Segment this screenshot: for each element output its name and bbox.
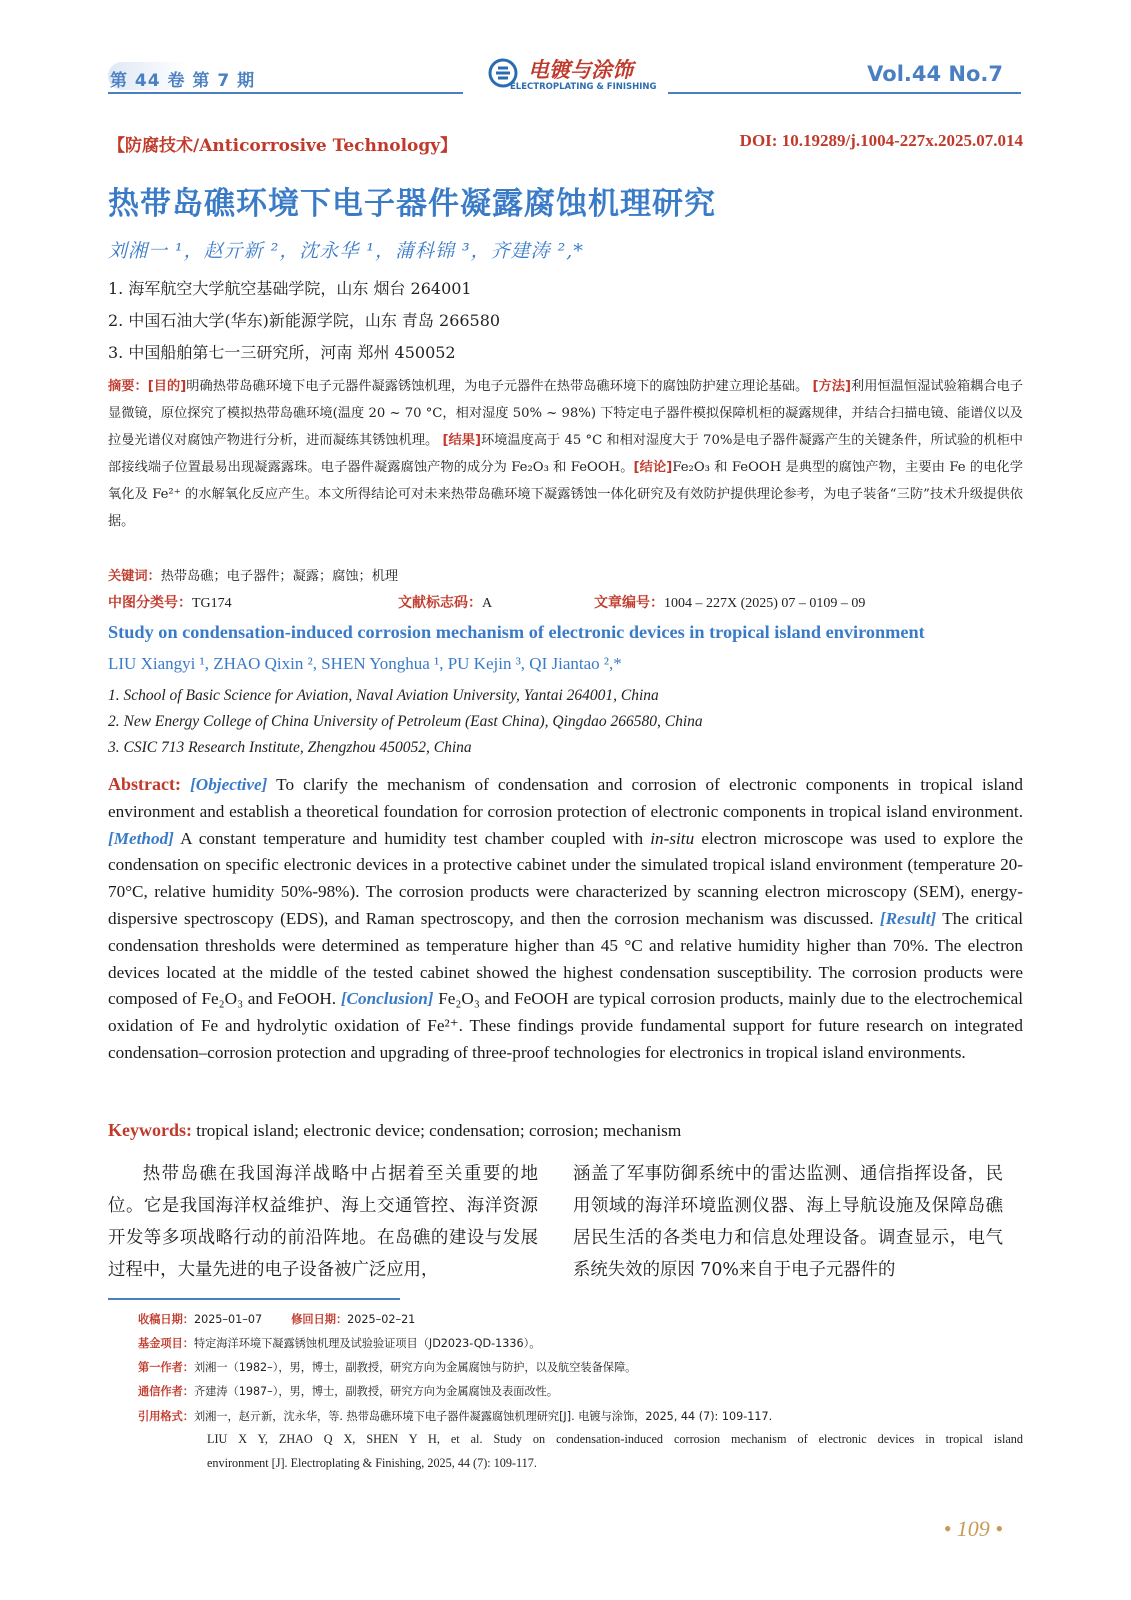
received-label: 收稿日期：: [138, 1313, 194, 1326]
footnote-corresponding: [138, 1383, 558, 1399]
abstract-cn-objective: 明确热带岛礁环境下电子元器件凝露锈蚀机理，为电子元器件在热带岛礁环境下的腐蚀防护建立理论基础。: [186, 379, 809, 394]
clc: [108, 592, 232, 612]
abstract-cn-result-tag: [结果]: [442, 433, 481, 448]
abstract-en-conclusion: Fe₂O₃ and FeOOH are typical corrosion products, mainly due to the electrochemical oxidation of Fe and hydrolytic oxidation of Fe²⁺. These findings provide fundamental support for future research on integrated condensation–corrosion protection and upgrading of three-proof technologies for electronics in tropical island environments.: [108, 989, 1024, 1062]
section-label: 【防腐技术/Anticorrosive Technology】: [108, 136, 458, 156]
keywords-en-text: tropical island; electronic device; condensation; corrosion; mechanism: [196, 1121, 682, 1140]
affiliation-cn-1: 1. 海军航空大学航空基础学院，山东 烟台 264001: [108, 279, 472, 298]
abstract-cn-label: 摘要：: [108, 379, 148, 394]
received-date: 2025–01–07: [193, 1313, 263, 1326]
journal-logo: [488, 54, 658, 96]
abstract-en-method-a: A constant temperature and humidity test chamber coupled with: [180, 828, 644, 848]
abstract-en-result: The critical condensation thresholds were determined as temperature higher than 45 °C and relative humidity higher than 70%. The electron devices located at the middle of the tested cabinet showed the highest condensation susceptibility. The corrosion products were composed of Fe₂O₃ and FeOOH.: [108, 908, 1023, 1009]
keywords-cn-label: 关键词：: [108, 569, 161, 584]
keywords-en: [108, 1120, 681, 1141]
abstract-cn-method: 利用恒温恒湿试验箱耦合电子显微镜，原位探究了模拟热带岛礁环境(温度 20 ~ 70 °C，相对湿度 50% ~ 98%) 下特定电子器件模拟保障机柜的凝露规律，并结合扫描电镜、能谱仪以及拉曼光谱仪对腐蚀产物进行分析，进而凝练其锈蚀机理。: [108, 379, 1024, 448]
clc-label: 中图分类号：: [108, 595, 192, 611]
doc-code: [398, 592, 492, 612]
journal-logo-en: ELECTROPLATING & FINISHING: [510, 82, 657, 92]
abstract-cn: [108, 373, 1023, 535]
article-id-value: 1004 – 227X (2025) 07 – 0109 – 09: [664, 596, 866, 611]
footnote-citation: [138, 1408, 772, 1424]
affiliation-en-1: 1. School of Basic Science for Aviation, Naval Aviation University, Yantai 264001, China: [108, 687, 659, 704]
footnote-dates: [138, 1311, 415, 1327]
abstract-en-method-b: electron microscope was used to explore the condensation on specific electronic devices in a protective cabinet under the simulated tropical island environment (temperature 20-70°C, relative humidity 50%-98%). The corrosion products were characterized by scanning electron microscopy (SEM), energy-dispersive spectroscopy (EDS), and Raman spectroscopy, and then the corrosion mechanism was discussed.: [108, 828, 1024, 928]
abstract-en-label: Abstract:: [108, 774, 181, 794]
header-volume-cn: 第 44 卷 第 7 期: [110, 71, 256, 91]
abstract-cn-result: 环境温度高于 45 °C 和相对湿度大于 70%是电子器件凝露产生的关键条件，所试验的机柜中部接线端子位置最易出现凝露露珠。电子器件凝露腐蚀产物的成分为 Fe₂O₃ 和 FeOOH。: [108, 433, 1023, 475]
citation-en-line-2: environment [J]. Electroplating & Finishing, 2025, 44 (7): 109-117.: [207, 1456, 537, 1470]
doi: DOI: 10.19289/j.1004-227x.2025.07.014: [739, 131, 1023, 150]
header-rule-right: [668, 92, 1021, 94]
abstract-en-objective-tag: [Objective]: [190, 775, 268, 794]
footnote-first-author: [138, 1359, 636, 1375]
first-author-text: 刘湘一（1982–），男，博士，副教授，研究方向为金属腐蚀与防护，以及航空装备保障。: [193, 1361, 637, 1374]
footnote-rule: [108, 1298, 400, 1300]
abstract-en-objective: To clarify the mechanism of condensation and corrosion of electronic components in tropical island environment and establish a theoretical foundation for corrosion protection of electronic components in tropical island environment.: [108, 775, 1024, 821]
corresponding-label: 通信作者：: [138, 1385, 194, 1398]
fund-text: 特定海洋环境下凝露锈蚀机理及试验验证项目（JD2023-QD-1336）。: [193, 1337, 541, 1350]
keywords-cn-text: 热带岛礁；电子器件；凝露；腐蚀；机理: [160, 569, 399, 584]
keywords-en-label: Keywords:: [108, 1120, 192, 1140]
abstract-en-method-tag: [Method]: [108, 828, 174, 848]
abstract-cn-objective-tag: [目的]: [147, 379, 187, 394]
abstract-en-result-tag: [Result]: [879, 908, 937, 928]
abstract-cn-method-tag: [方法]: [812, 379, 851, 394]
doc-code-value: A: [482, 596, 493, 611]
title-en: Study on condensation-induced corrosion mechanism of electronic devices in tropical island environment: [108, 622, 925, 642]
header-rule-left: [108, 92, 463, 94]
abstract-en-method-insitu: in-situ: [650, 828, 695, 848]
body-column-1: 热带岛礁在我国海洋战略中占据着至关重要的地位。它是我国海洋权益维护、海上交通管控、海洋资源开发等多项战略行动的前沿阵地。在岛礁的建设与发展过程中，大量先进的电子设备被广泛应用，: [108, 1164, 538, 1280]
citation-en-line-1: LIU X Y, ZHAO Q X, SHEN Y H, et al. Study on condensation-induced corrosion mechanism of electronic devices in tropical island: [207, 1432, 1023, 1446]
affiliation-cn-3: 3. 中国船舶第七一三研究所，河南 郑州 450052: [108, 343, 456, 362]
body-column-2: 涵盖了军事防御系统中的雷达监测、通信指挥设备，民用领域的海洋环境监测仪器、海上导航设施及保障岛礁居民生活的各类电力和信息处理设备。调查显示，电气系统失效的原因 70%来自于电子元器件的: [573, 1164, 1003, 1280]
authors-en: LIU Xiangyi ¹, ZHAO Qixin ², SHEN Yonghua ¹, PU Kejin ³, QI Jiantao ²,*: [108, 654, 622, 673]
abstract-en-conclusion-tag: [Conclusion]: [340, 989, 434, 1009]
revised-label: 修回日期：: [291, 1313, 348, 1326]
page-number: • 109 •: [943, 1516, 1003, 1541]
article-id-label: 文章编号：: [594, 595, 664, 611]
header-volume-en: Vol.44 No.7: [867, 62, 1003, 86]
revised-date: 2025–02–21: [347, 1313, 416, 1326]
affiliation-en-3: 3. CSIC 713 Research Institute, Zhengzhou 450052, China: [108, 739, 472, 756]
affiliation-cn-2: 2. 中国石油大学(华东)新能源学院，山东 青岛 266580: [108, 311, 501, 330]
affiliation-en-2: 2. New Energy College of China University of Petroleum (East China), Qingdao 266580, China: [108, 713, 703, 730]
authors-cn: 刘湘一 ¹，赵亓新 ²，沈永华 ¹，蒲科锦 ³，齐建涛 ²,*: [108, 240, 584, 262]
abstract-cn-conclusion: Fe₂O₃ 和 FeOOH 是典型的腐蚀产物，主要由 Fe 的电化学氧化及 Fe²⁺ 的水解氧化反应产生。本文所得结论可对未来热带岛礁环境下凝露锈蚀一体化研究及有效防护提供理论参考，为电子装备“三防”技术升级提供依据。: [108, 460, 1023, 529]
page-title: 热带岛礁环境下电子器件凝露腐蚀机理研究: [108, 186, 716, 222]
citation-label: 引用格式：: [138, 1410, 194, 1423]
abstract-cn-conclusion-tag: [结论]: [633, 460, 673, 475]
fund-label: 基金项目：: [138, 1337, 194, 1350]
corresponding-text: 齐建涛（1987–），男，博士，副教授，研究方向为金属腐蚀及表面改性。: [193, 1385, 559, 1398]
doc-code-label: 文献标志码：: [398, 595, 482, 611]
abstract-en: [108, 771, 1023, 1067]
keywords-cn: [108, 565, 398, 584]
clc-value: TG174: [192, 596, 232, 611]
article-id: [594, 592, 865, 612]
first-author-label: 第一作者：: [138, 1361, 194, 1374]
footnote-fund: [138, 1335, 540, 1351]
journal-logo-cn: 电镀与涂饰: [528, 57, 633, 82]
citation-cn: 刘湘一，赵亓新，沈永华，等. 热带岛礁环境下电子器件凝露腐蚀机理研究[J]. 电镀与涂饰，2025, 44 (7): 109-117.: [193, 1410, 773, 1423]
